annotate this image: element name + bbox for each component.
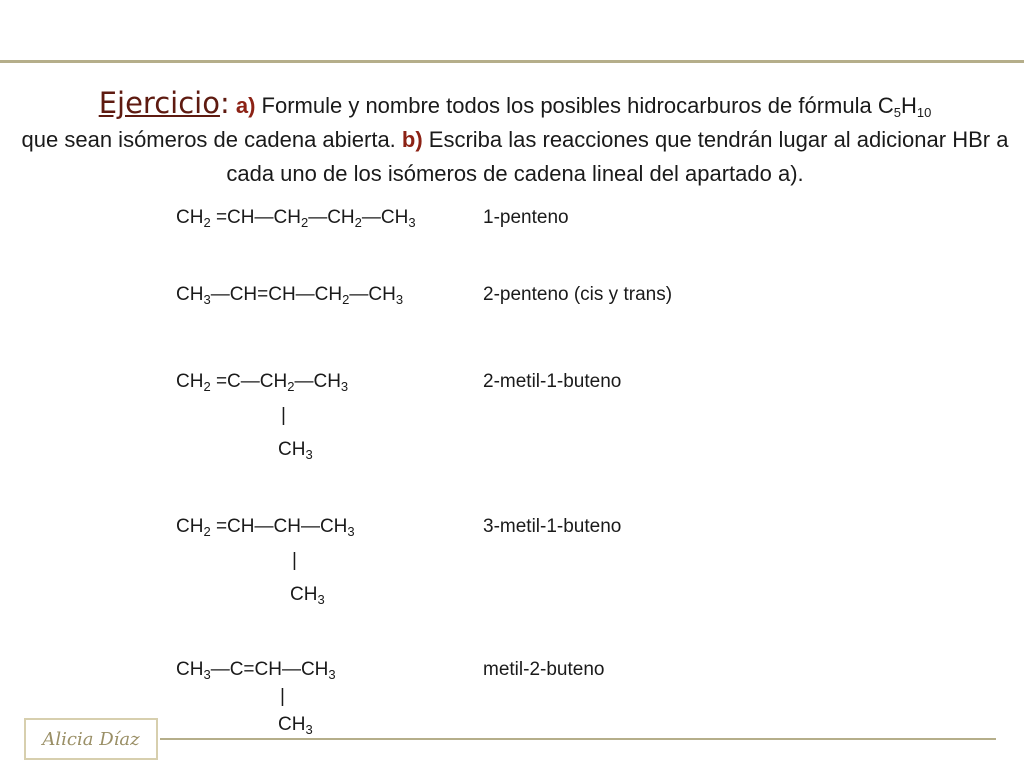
author-logo-text: Alicia Díaz	[42, 728, 140, 750]
formula-text: CH	[278, 714, 306, 735]
top-rule	[0, 60, 1024, 63]
formula-text: —CH	[349, 284, 396, 305]
branch-methyl	[278, 714, 313, 736]
formula-sub: 2	[287, 379, 295, 394]
isomer-formula-5	[176, 659, 336, 681]
formula-text: —CH	[294, 371, 341, 392]
formula-subscript-10: 10	[916, 105, 932, 120]
formula-sub: 3	[305, 447, 313, 462]
formula-text: CH	[290, 584, 318, 605]
bottom-rule	[160, 738, 996, 740]
exercise-title	[99, 86, 230, 120]
part-a-label: a)	[235, 93, 256, 118]
formula-text: =C—CH	[210, 371, 288, 392]
author-logo	[24, 718, 158, 760]
formula-text: CH	[176, 207, 204, 228]
isomer-formula-1	[176, 207, 416, 229]
formula-sub: 3	[408, 215, 416, 230]
formula-sub: 2	[300, 215, 309, 230]
statement-line2: que sean isómeros de cadena abierta.	[21, 127, 402, 152]
formula-sub: 2	[203, 379, 211, 394]
formula-sub: 3	[203, 667, 211, 682]
formula-text: —CH	[361, 207, 409, 228]
formula-subscript-5: 5	[893, 105, 901, 120]
isomer-formula-3	[176, 371, 348, 393]
exercise-title-word: Ejercicio	[98, 86, 220, 120]
formula-text: —CH	[308, 207, 355, 228]
branch-bond: |	[280, 686, 285, 707]
formula-h: H	[900, 93, 917, 118]
statement-line1: Formule y nombre todos los posibles hidrocarburos de fórmula C	[255, 93, 894, 118]
formula-text: CH	[176, 284, 204, 305]
isomer-name-4: 3-metil-1-buteno	[483, 516, 622, 537]
formula-sub: 3	[340, 379, 349, 394]
branch-methyl	[278, 439, 313, 461]
branch-methyl	[290, 584, 325, 606]
branch-bond: |	[292, 550, 297, 571]
formula-sub: 3	[203, 292, 211, 307]
formula-sub: 3	[347, 524, 355, 539]
isomer-name-5: metil-2-buteno	[483, 659, 605, 680]
formula-text: —CH=CH—CH	[210, 284, 343, 305]
formula-sub: 3	[328, 667, 336, 682]
formula-text: CH	[176, 371, 204, 392]
exercise-title-colon: :	[219, 86, 230, 120]
formula-sub: 2	[203, 524, 211, 539]
branch-bond: |	[281, 405, 286, 426]
formula-sub: 2	[342, 292, 350, 307]
isomer-name-3: 2-metil-1-buteno	[483, 371, 622, 392]
formula-sub: 2	[203, 215, 211, 230]
formula-text: —C=CH—CH	[210, 659, 329, 680]
isomer-formula-4	[176, 516, 355, 538]
formula-sub: 3	[317, 592, 325, 607]
formula-text: =CH—CH	[210, 207, 301, 228]
formula-text: CH	[176, 516, 204, 537]
formula-sub: 3	[305, 722, 313, 737]
isomer-formula-2	[176, 284, 403, 306]
isomer-name-1: 1-penteno	[483, 207, 569, 228]
isomer-name-2: 2-penteno (cis y trans)	[483, 284, 673, 305]
formula-text: CH	[278, 439, 306, 460]
statement-line2-rest: Escriba las reacciones que tendrán lugar al adicionar HBr a cada uno de los isómeros de cadena lineal del apartado a).	[226, 127, 1009, 186]
formula-sub: 3	[395, 292, 404, 307]
formula-text: =CH—CH—CH	[210, 516, 348, 537]
formula-sub: 2	[354, 215, 362, 230]
part-b-label: b)	[401, 127, 423, 152]
exercise-heading	[20, 86, 1010, 191]
formula-text: CH	[176, 659, 204, 680]
